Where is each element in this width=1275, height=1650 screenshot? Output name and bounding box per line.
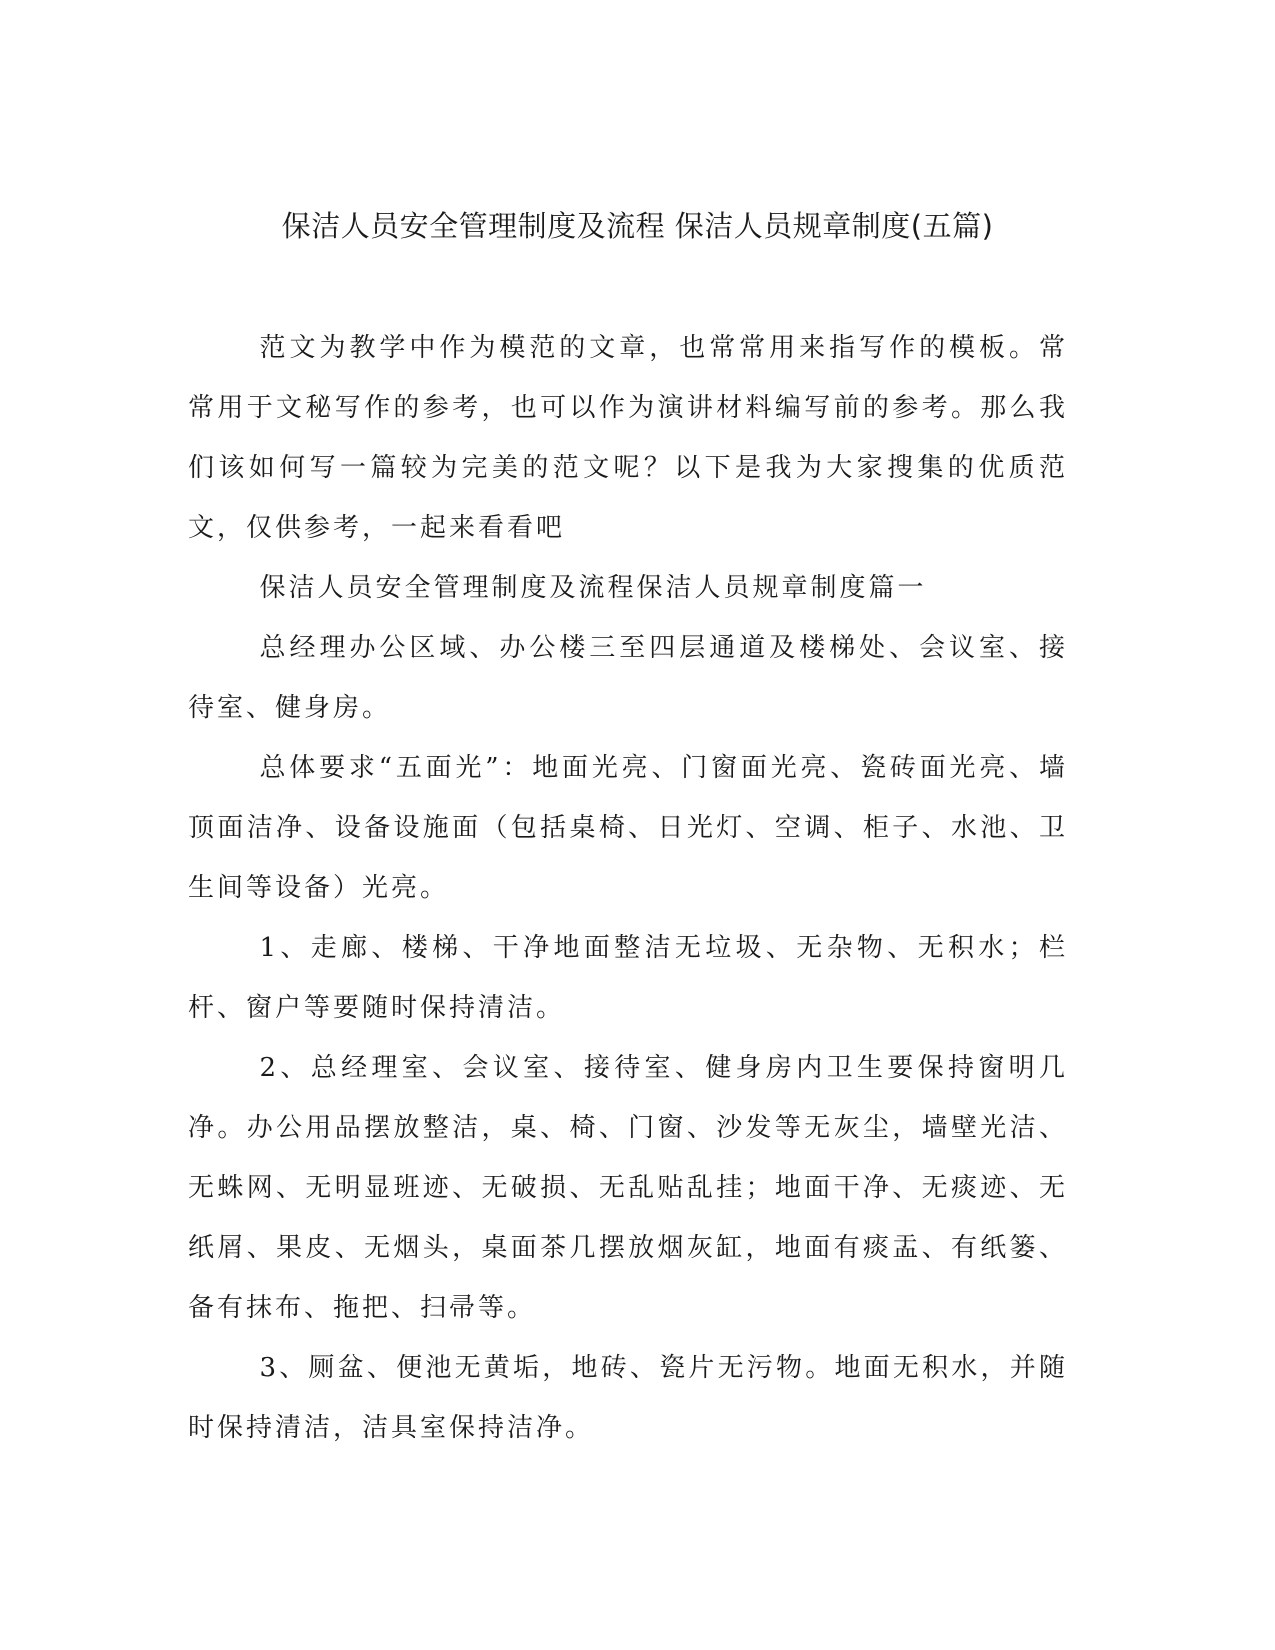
rule-item-2: 2、总经理室、会议室、接待室、健身房内卫生要保持窗明几净。办公用品摆放整洁，桌、椅、门窗、沙发等无灰尘，墙壁光洁、无蛛网、无明显班迹、无破损、无乱贴乱挂；地面干净、无痰迹、无纸屑、果皮、无烟头，桌面茶几摆放烟灰缸，地面有痰盂、有纸篓、备有抹布、拖把、扫帚等。 <box>188 1053 1068 1323</box>
section-heading: 保洁人员安全管理制度及流程保洁人员规章制度篇一 <box>259 573 927 603</box>
requirement-paragraph: 总体要求“五面光”：地面光亮、门窗面光亮、瓷砖面光亮、墙顶面洁净、设备设施面（包括桌椅、日光灯、空调、柜子、水池、卫生间等设备）光亮。 <box>188 753 1068 903</box>
document-body <box>188 318 1068 1458</box>
rule-item-1: 1、走廊、楼梯、干净地面整洁无垃圾、无杂物、无积水；栏杆、窗户等要随时保持清洁。 <box>188 933 1068 1023</box>
intro-paragraph: 范文为教学中作为模范的文章，也常常用来指写作的模板。常常用于文秘写作的参考，也可以作为演讲材料编写前的参考。那么我们该如何写一篇较为完美的范文呢？以下是我为大家搜集的优质范文，仅供参考，一起来看看吧 <box>188 333 1068 543</box>
scope-paragraph: 总经理办公区域、办公楼三至四层通道及楼梯处、会议室、接待室、健身房。 <box>188 633 1068 723</box>
rule-item-3: 3、厕盆、便池无黄垢，地砖、瓷片无污物。地面无积水，并随时保持清洁，洁具室保持洁净。 <box>188 1353 1068 1443</box>
document-title: 保洁人员安全管理制度及流程 保洁人员规章制度(五篇) <box>281 209 994 243</box>
